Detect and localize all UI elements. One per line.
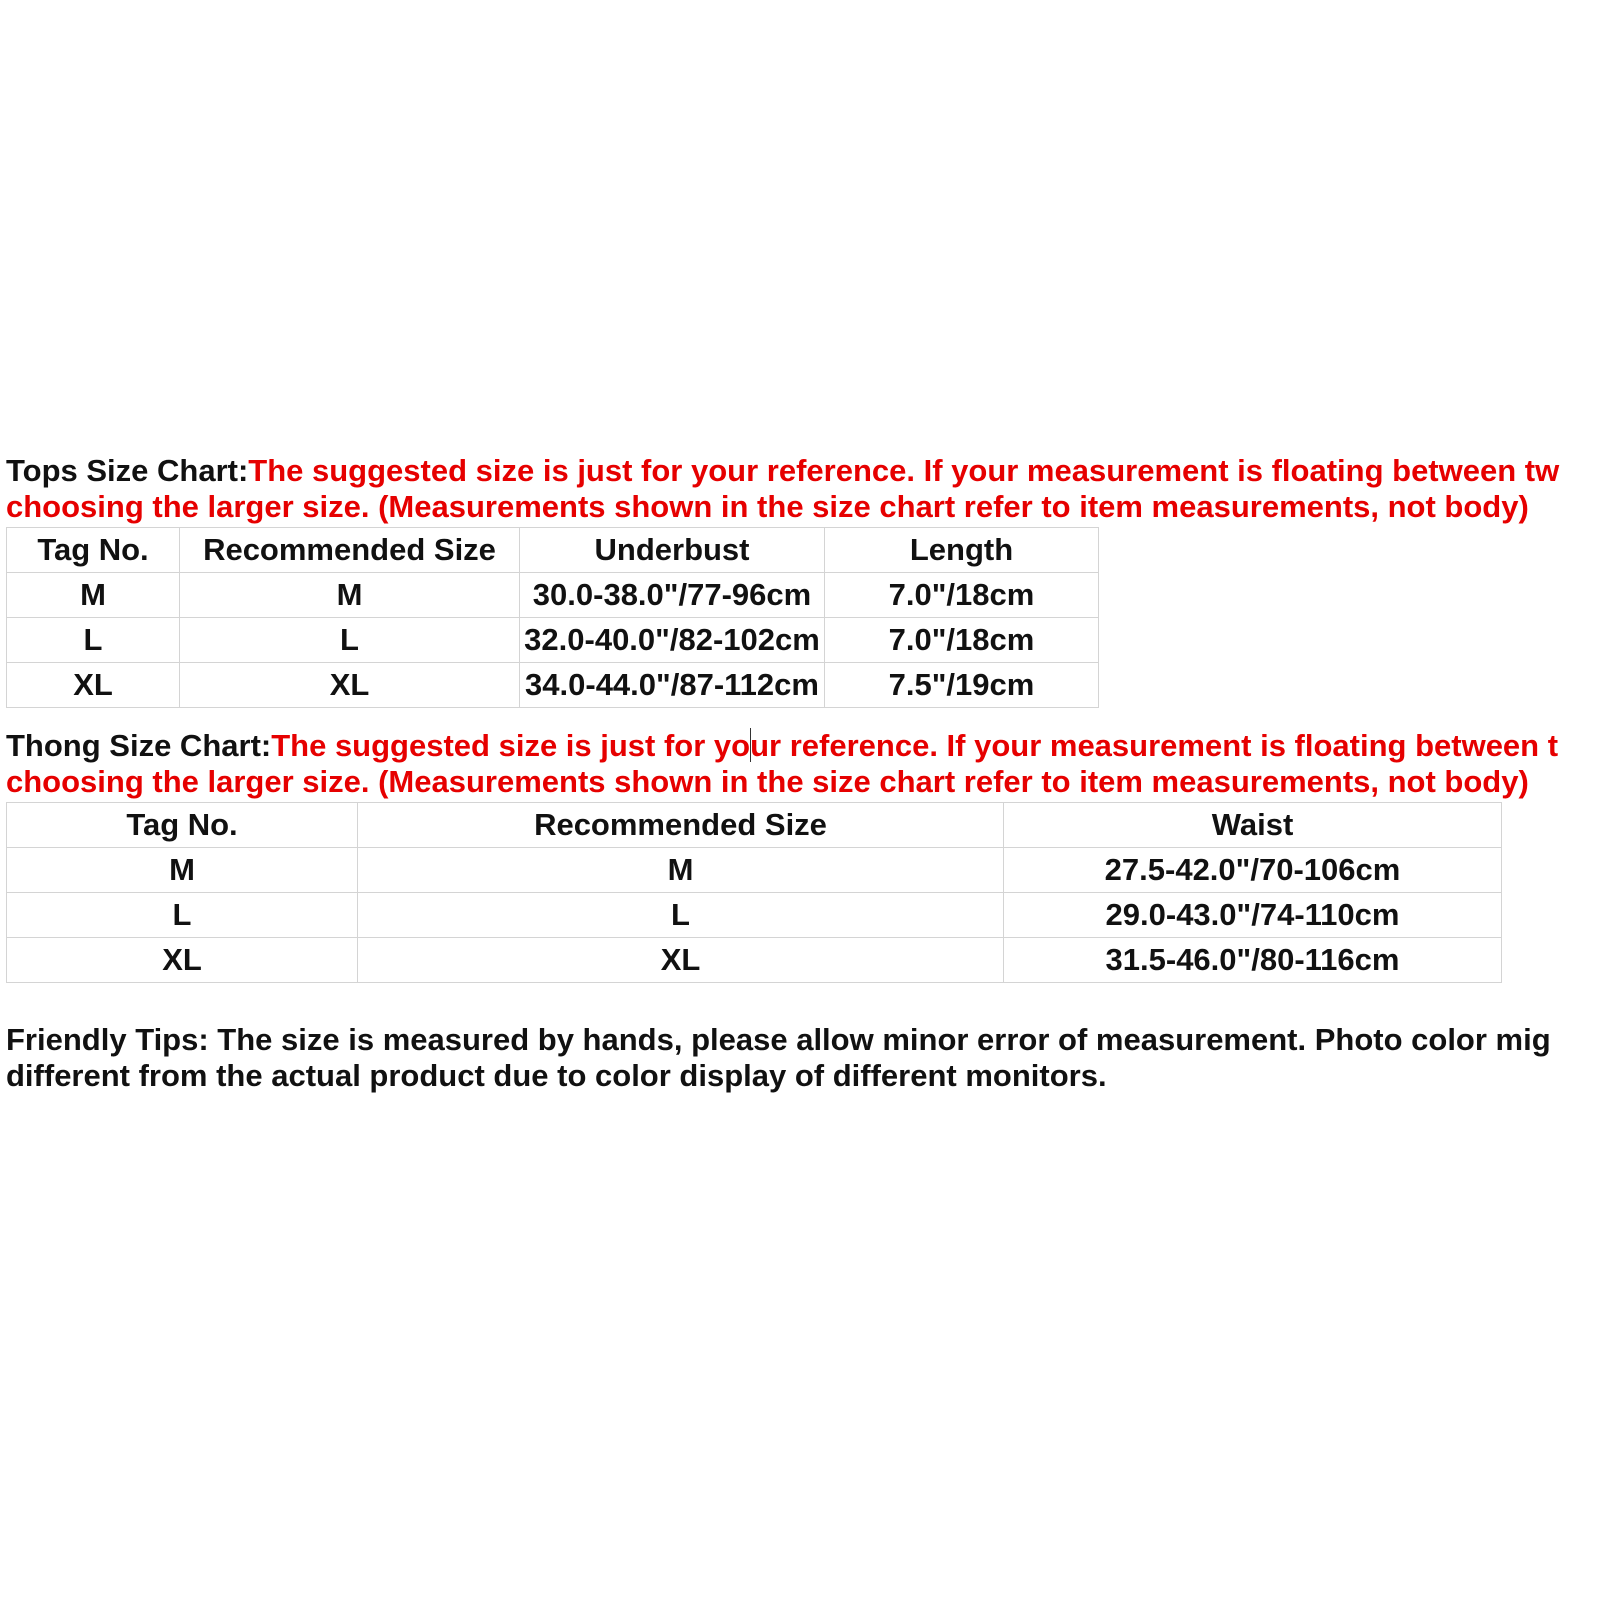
header-tag-no: Tag No. [7, 803, 358, 848]
cell-underbust: 30.0-38.0"/77-96cm [520, 573, 825, 618]
thong-title: Thong Size Chart: [6, 728, 272, 763]
table-row [7, 573, 1099, 618]
table-row [7, 893, 1502, 938]
thong-note-line1-a: The suggested size is just for yo [271, 728, 751, 763]
cell-recommended: XL [180, 663, 520, 708]
friendly-tips [6, 1022, 1600, 1094]
header-length: Length [825, 528, 1099, 573]
cell-tag: M [7, 848, 358, 893]
cell-recommended: L [180, 618, 520, 663]
tops-title: Tops Size Chart: [6, 453, 249, 488]
thong-heading [6, 728, 1600, 764]
cell-length: 7.0"/18cm [825, 618, 1099, 663]
table-row [7, 938, 1502, 983]
table-header-row [7, 528, 1099, 573]
cell-underbust: 34.0-44.0"/87-112cm [520, 663, 825, 708]
header-underbust: Underbust [520, 528, 825, 573]
thong-section [6, 728, 1600, 983]
cell-recommended: L [358, 893, 1004, 938]
table-header-row [7, 803, 1502, 848]
tops-heading [6, 453, 1600, 489]
tops-note-line2: choosing the larger size. (Measurements shown in the size chart refer to item measurements, not body) [6, 489, 1529, 524]
cell-recommended: M [358, 848, 1004, 893]
header-tag-no: Tag No. [7, 528, 180, 573]
cell-recommended: XL [358, 938, 1004, 983]
cell-tag: XL [7, 938, 358, 983]
cell-tag: XL [7, 663, 180, 708]
table-row [7, 663, 1099, 708]
header-recommended-size: Recommended Size [180, 528, 520, 573]
cell-tag: L [7, 618, 180, 663]
cell-tag: L [7, 893, 358, 938]
cell-waist: 29.0-43.0"/74-110cm [1004, 893, 1502, 938]
table-row [7, 618, 1099, 663]
thong-note-line2: choosing the larger size. (Measurements shown in the size chart refer to item measurements, not body) [6, 764, 1529, 799]
tops-note-line1: The suggested size is just for your reference. If your measurement is floating between tw [248, 453, 1560, 488]
tips-line2: different from the actual product due to color display of different monitors. [6, 1058, 1107, 1093]
tops-size-table [6, 527, 1099, 708]
thong-size-table [6, 802, 1502, 983]
cell-length: 7.5"/19cm [825, 663, 1099, 708]
cell-tag: M [7, 573, 180, 618]
cell-waist: 31.5-46.0"/80-116cm [1004, 938, 1502, 983]
thong-note-line1-b: ur reference. If your measurement is floating between t [750, 728, 1559, 763]
tips-line1: Friendly Tips: The size is measured by hands, please allow minor error of measurement. Photo color mig [6, 1022, 1551, 1057]
table-row [7, 848, 1502, 893]
cell-length: 7.0"/18cm [825, 573, 1099, 618]
header-recommended-size: Recommended Size [358, 803, 1004, 848]
cell-waist: 27.5-42.0"/70-106cm [1004, 848, 1502, 893]
header-waist: Waist [1004, 803, 1502, 848]
cell-underbust: 32.0-40.0"/82-102cm [520, 618, 825, 663]
tops-section [6, 453, 1600, 708]
cell-recommended: M [180, 573, 520, 618]
